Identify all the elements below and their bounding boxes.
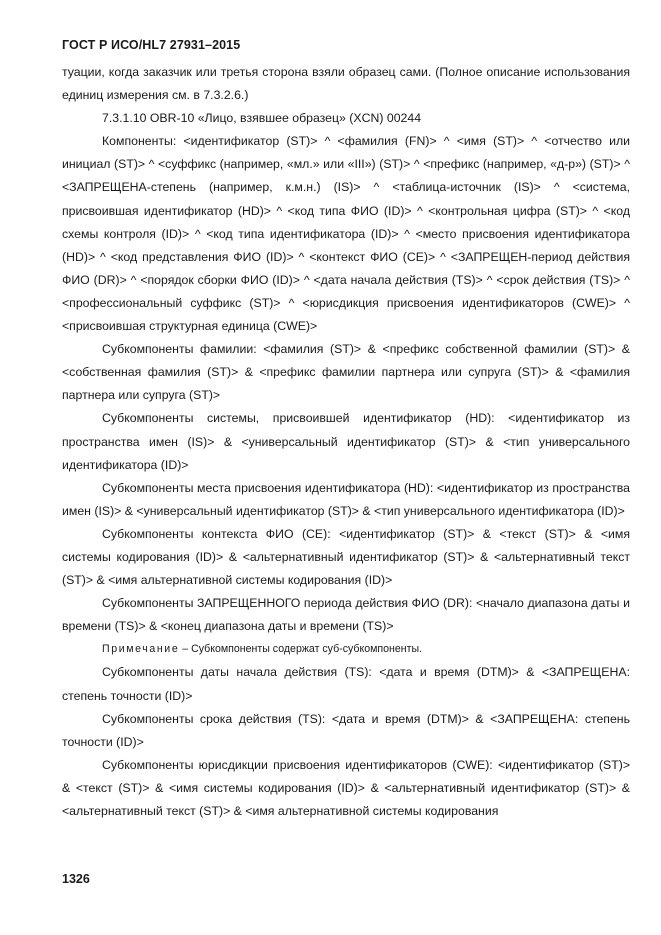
note-text: – Субкомпоненты содержат суб-субкомпоненты. [179,643,423,656]
paragraph-place-subcomponents: Субкомпоненты места присвоения идентификатора (HD): <идентификатор из пространства имен (IS)> & <универсальный идентификатор (ST)> & <тип универсального идентификатора (ID)> [62,480,630,518]
paragraph-context-subcomponents: Субкомпоненты контекста ФИО (CE): <идентификатор (ST)> & <текст (ST)> & <имя системы кодирования (ID)> & <альтернативный идентификатор (ST)> & <альтернативный текст (ST)> & <имя альтернативной системы кодирования (ID)> [62,526,630,588]
paragraph-period-subcomponents: Субкомпоненты ЗАПРЕЩЕННОГО периода действия ФИО (DR): <начало диапазона даты и времени (TS)> & <конец диапазона даты и времени (TS)> [62,596,630,634]
note [62,638,630,661]
paragraph-jurisdiction-subcomponents: Субкомпоненты юрисдикции присвоения идентификаторов (CWE): <идентификатор (ST)> & <текст (ST)> & <имя системы кодирования (ID)> & <альтернативный идентификатор (ST)> & <альтернативный текст (ST)> & <имя альтернативной системы кодирования [62,757,630,818]
page-number: 1326 [62,872,90,886]
section-heading: 7.3.1.10 OBR-10 «Лицо, взявшее образец» (XCN) 00244 [102,111,422,126]
document-header: ГОСТ Р ИСО/HL7 27931–2015 [62,38,241,52]
document-body [62,61,630,823]
paragraph-expiry-subcomponents: Субкомпоненты срока действия (TS): <дата и время (DTM)> & <ЗАПРЕЩЕНА: степень точности (ID)> [62,711,630,749]
note-label: Примечание [102,643,180,656]
paragraph-surname-subcomponents: Субкомпоненты фамилии: <фамилия (ST)> & <префикс собственной фамилии (ST)> & <собственная фамилия (ST)> & <префикс фамилии партнера или супруга (ST)> & <фамилия партнера или супруга (ST)> [62,342,630,403]
paragraph-components: Компоненты: <идентификатор (ST)> ^ <фамилия (FN)> ^ <имя (ST)> ^ <отчество или инициал (ST)> ^ <суффикс (например, «мл.» или «III») (ST)> ^ <префикс (например, «д-р») (ST)> ^ <ЗАПРЕЩЕНА-степень (например, к.м.н.) (IS)> ^ <таблица-источник (IS)> ^ <система, присвоившая идентификатор (HD)> ^ <код типа ФИО (ID)> ^ <контрольная цифра (ST)> ^ <код схемы контроля (ID)> ^ <код типа идентификатора (ID)> ^ <место присвоения идентификатора (HD)> ^ <код представления ФИО (ID)> ^ <контекст ФИО (CE)> ^ <ЗАПРЕЩЕН-период действия ФИО (DR)> ^ <порядок сборки ФИО (ID)> ^ <дата начала действия (TS)> ^ <срок действия (TS)> ^ <профессиональный суффикс (ST)> ^ <юрисдикция присвоения идентификаторов (CWE)> ^ <присвоившая структурная единица (CWE)> [62,134,630,334]
paragraph-start-date-subcomponents: Субкомпоненты даты начала действия (TS): <дата и время (DTM)> & <ЗАПРЕЩЕНА: степень точности (ID)> [62,665,630,703]
paragraph-continuation: туации, когда заказчик или третья сторона взяли образец сами. (Полное описание использования единиц измерения см. в 7.3.2.6.) [62,65,630,103]
paragraph-system-subcomponents: Субкомпоненты системы, присвоившей идентификатор (HD): <идентификатор из пространства имен (IS)> & <универсальный идентификатор (ST)> & <тип универсального идентификатора (ID)> [62,411,630,472]
